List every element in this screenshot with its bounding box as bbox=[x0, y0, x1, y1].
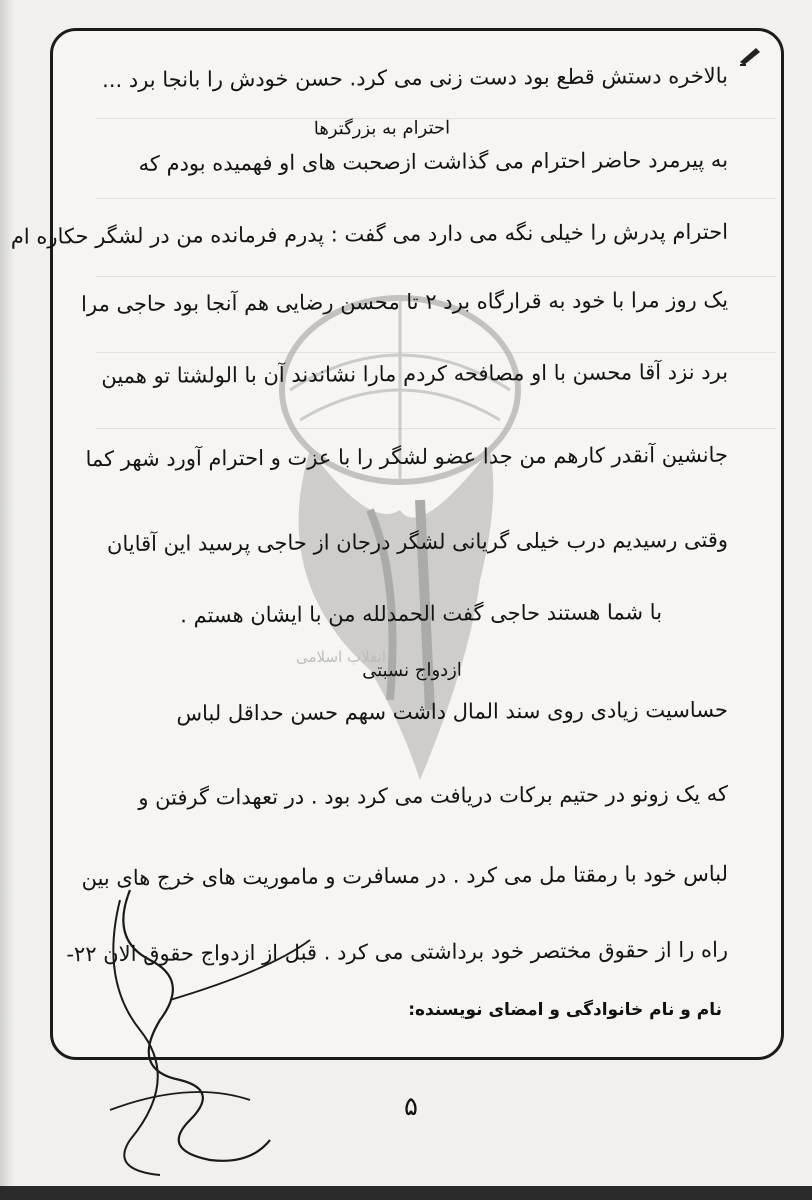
pen-icon bbox=[738, 44, 764, 66]
text-line-8: با شما هستند حاجی گفت الحمدلله من با ایشان هستم . bbox=[180, 600, 663, 628]
text-line-5: برد نزد آقا محسن با او مصافحه کردم مارا نشاندند آن با الولشتا تو همین bbox=[101, 359, 729, 389]
scan-edge-shadow bbox=[0, 0, 14, 1200]
text-line-3: احترام پدرش را خیلی نگه می دارد می گفت : پدرم فرمانده من در لشگر حکاره ام bbox=[10, 219, 729, 249]
text-line-6: جانشین آنقدر کارهم من جدا عضو لشگر را با عزت و احترام آورد شهر کما bbox=[85, 442, 729, 472]
text-line-4: یک روز مرا با خود به قرارگاه برد ۲ تا محسن رضایی هم آنجا بود حاجی مرا bbox=[81, 287, 729, 317]
scan-bottom-edge bbox=[0, 1186, 812, 1200]
text-line-2: به پیرمرد حاضر احترام می گذاشت ازصحبت های او فهمیده بودم که bbox=[138, 147, 729, 176]
ruled-line bbox=[96, 198, 776, 199]
section-heading-respect: احترام به بزرگترها bbox=[313, 117, 451, 140]
section-heading-marriage: ازدواج نسبتی bbox=[362, 659, 462, 682]
text-line-1: بالاخره دستش قطع بود دست زنی می کرد. حسن خودش را بانجا برد ... bbox=[102, 63, 729, 93]
text-line-7: وقتی رسیدیم درب خیلی گریانی لشگر درجان از حاجی پرسید این آقایان bbox=[106, 527, 729, 557]
text-line-10: که یک زونو در حتیم برکات دریافت می کرد بود . در تعهدات گرفتن و bbox=[138, 781, 729, 810]
text-line-11: لباس خود با رمقتا مل می کرد . در مسافرت و ماموریت های خرج های بین bbox=[81, 861, 729, 891]
text-line-12: راه را از حقوق مختصر خود برداشتی می کرد . قبل از ازدواج حقوق الان ۲۲- bbox=[66, 937, 729, 967]
watermark-text: انقلاب اسلامی bbox=[296, 648, 386, 666]
text-line-9: حساسیت زیادی روی سند المال داشت سهم حسن حداقل لباس bbox=[176, 697, 729, 726]
handwritten-signature bbox=[70, 880, 330, 1180]
ruled-line bbox=[96, 276, 776, 277]
author-signature-label: نام و نام خانوادگی و امضای نویسنده: bbox=[408, 1000, 722, 1020]
page-number: ۵ bbox=[404, 1092, 418, 1122]
